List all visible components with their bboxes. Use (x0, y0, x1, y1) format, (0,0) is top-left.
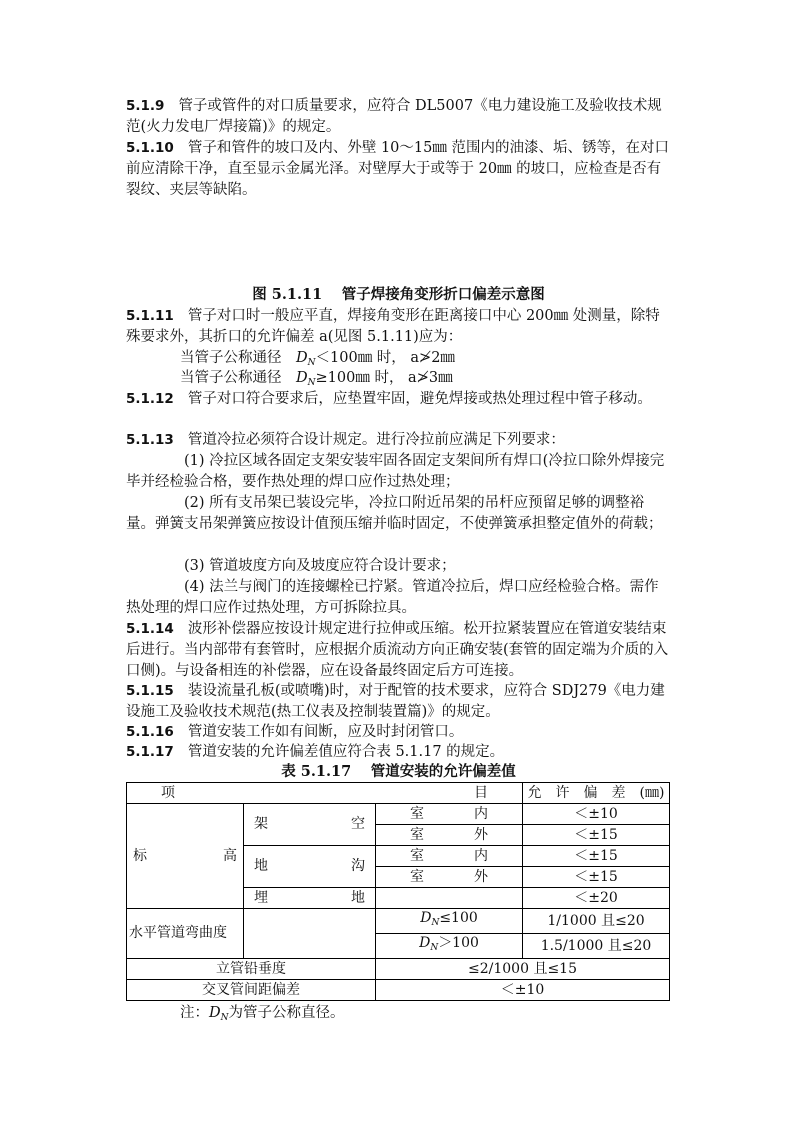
clause-number: 5.1.10 (126, 140, 174, 156)
clause-number: 5.1.17 (126, 744, 174, 760)
value-cell: ＜±10 (376, 980, 670, 1001)
clause-5-1-10 (126, 138, 671, 201)
requirement-item-4: (4) 法兰与阀门的连接螺栓已拧紧。管道冷拉后，焊口应经检验合格。需作热处理的焊口应作过热处理，方可拆除拉具。 (126, 579, 659, 616)
clause-number: 5.1.15 (126, 683, 174, 699)
value-cell: 1.5/1000 且≤20 (523, 934, 670, 959)
tolerance-table (126, 782, 670, 1001)
figure-caption: 图 5.1.11 管子焊接角变形折口偏差示意图 (252, 286, 545, 303)
maidi-cell: 埋 地 (244, 888, 376, 909)
condition-line-2: 当管子公称通径 $D_N\ge 100㎜$ 时， a≯3㎜ (180, 370, 453, 388)
jiaocha-cell: 交叉管间距偏差 (127, 980, 376, 1001)
shiwai-cell: 室 外 (376, 825, 523, 846)
chuizhi-cell: 立管铅垂度 (127, 959, 376, 980)
clause-5-1-16 (126, 722, 671, 743)
condition-cell: $D_N>100$ (376, 934, 523, 959)
requirement-item-1: (1) 冷拉区域各固定支架安装牢固各固定支架间所有焊口(冷拉口除外焊接完毕并经检验合格，要作热处理的焊口应作过热处理； (126, 453, 665, 490)
clause-text: 管子对口符合要求后，应垫置牢固，避免焊接或热处理过程中管子移动。 (187, 391, 652, 407)
requirement-item-2: (2) 所有支吊架已装设完毕，冷拉口附近吊架的吊杆应预留足够的调整裕量。弹簧支吊架弹簧应按设计值预压缩并临时固定，不使弹簧承担整定值外的荷载； (126, 495, 663, 532)
clause-5-1-17 (126, 742, 671, 763)
table-note: 注：$D_N$为管子公称直径。 (180, 1005, 345, 1023)
biaogao-cell: 标 高 (127, 804, 244, 909)
value-cell: ＜±20 (523, 888, 670, 909)
clause-text: 管道安装的允许偏差值应符合表 5.1.17 的规定。 (187, 744, 505, 760)
clause-number: 5.1.16 (126, 724, 174, 740)
clause-number: 5.1.14 (126, 621, 174, 637)
dn-symbol: D (296, 350, 308, 366)
shiwai-cell: 室 外 (376, 867, 523, 888)
clause-5-1-14 (126, 619, 671, 682)
table-header-row (127, 783, 670, 804)
clause-text: 管道安装工作如有间断，应及时封闭管口。 (187, 724, 464, 740)
clause-text: 管子或管件的对口质量要求，应符合 DL5007《电力建设施工及验收技术规范(火力发电厂焊接篇)》的规定。 (126, 98, 662, 135)
wanqu-cell: 水平管道弯曲度 (127, 909, 244, 959)
clause-number: 5.1.11 (126, 308, 174, 324)
table-row (127, 804, 670, 825)
clause-5-1-15 (126, 681, 671, 723)
digou-cell: 地 沟 (244, 846, 376, 888)
shinei-cell: 室 内 (376, 846, 523, 867)
shinei-cell: 室 内 (376, 804, 523, 825)
table-row (127, 909, 670, 934)
clause-text: 波形补偿器应按设计规定进行拉伸或压缩。松开拉紧装置应在管道安装结束后进行。当内部带有套管时，应根据介质流动方向正确安装(套管的固定端为介质的入口侧)。与设备相连的补偿器，应在设备最终固定后方可连接。 (126, 621, 669, 679)
header-item-cell: 项 目 (127, 783, 523, 804)
dn-symbol: D (296, 370, 308, 386)
value-cell: 1/1000 且≤20 (523, 909, 670, 934)
value-cell: ＜±10 (523, 804, 670, 825)
empty-cell (244, 909, 376, 959)
clause-number: 5.1.9 (126, 98, 165, 114)
clause-number: 5.1.12 (126, 391, 174, 407)
jiakong-cell: 架 空 (244, 804, 376, 846)
clause-5-1-13 (126, 430, 671, 451)
table-title: 表 5.1.17 管道安装的允许偏差值 (281, 763, 516, 780)
value-cell: ≤2/1000 且≤15 (376, 959, 670, 980)
value-cell: ＜±15 (523, 867, 670, 888)
requirement-item-3: (3) 管道坡度方向及坡度应符合设计要求； (184, 558, 456, 574)
clause-text: 管道冷拉必须符合设计规定。进行冷拉前应满足下列要求： (187, 432, 565, 448)
value-cell: ＜±15 (523, 825, 670, 846)
condition-cell: $D_N\le 100$ (376, 909, 523, 934)
table-row (127, 959, 670, 980)
condition-line-1: 当管子公称通径 $D_N<100㎜$ 时， a≯2㎜ (180, 350, 455, 368)
empty-cell (376, 888, 523, 909)
clause-number: 5.1.13 (126, 432, 174, 448)
clause-5-1-9 (126, 96, 671, 138)
clause-5-1-12 (126, 389, 671, 410)
value-cell: ＜±15 (523, 846, 670, 867)
clause-text: 装设流量孔板(或喷嘴)时，对于配管的技术要求，应符合 SDJ279《电力建设施工及验收技术规范(热工仪表及控制装置篇)》的规定。 (126, 683, 665, 720)
table-row (127, 980, 670, 1001)
clause-5-1-11 (126, 306, 671, 348)
clause-text: 管子和管件的坡口及内、外壁 10～15㎜ 范围内的油漆、垢、锈等，在对口前应清除干净，直至显示金属光泽。对壁厚大于或等于 20㎜ 的坡口，应检查是否有裂纹、夹层等缺陷。 (126, 140, 669, 198)
clause-text: 管子对口时一般应平直，焊接角变形在距离接口中心 200㎜ 处测量，除特殊要求外，其折口的允许偏差 a(见图 5.1.11)应为： (126, 308, 660, 345)
header-allow-cell: 允 许 偏 差 (㎜) (523, 783, 670, 804)
